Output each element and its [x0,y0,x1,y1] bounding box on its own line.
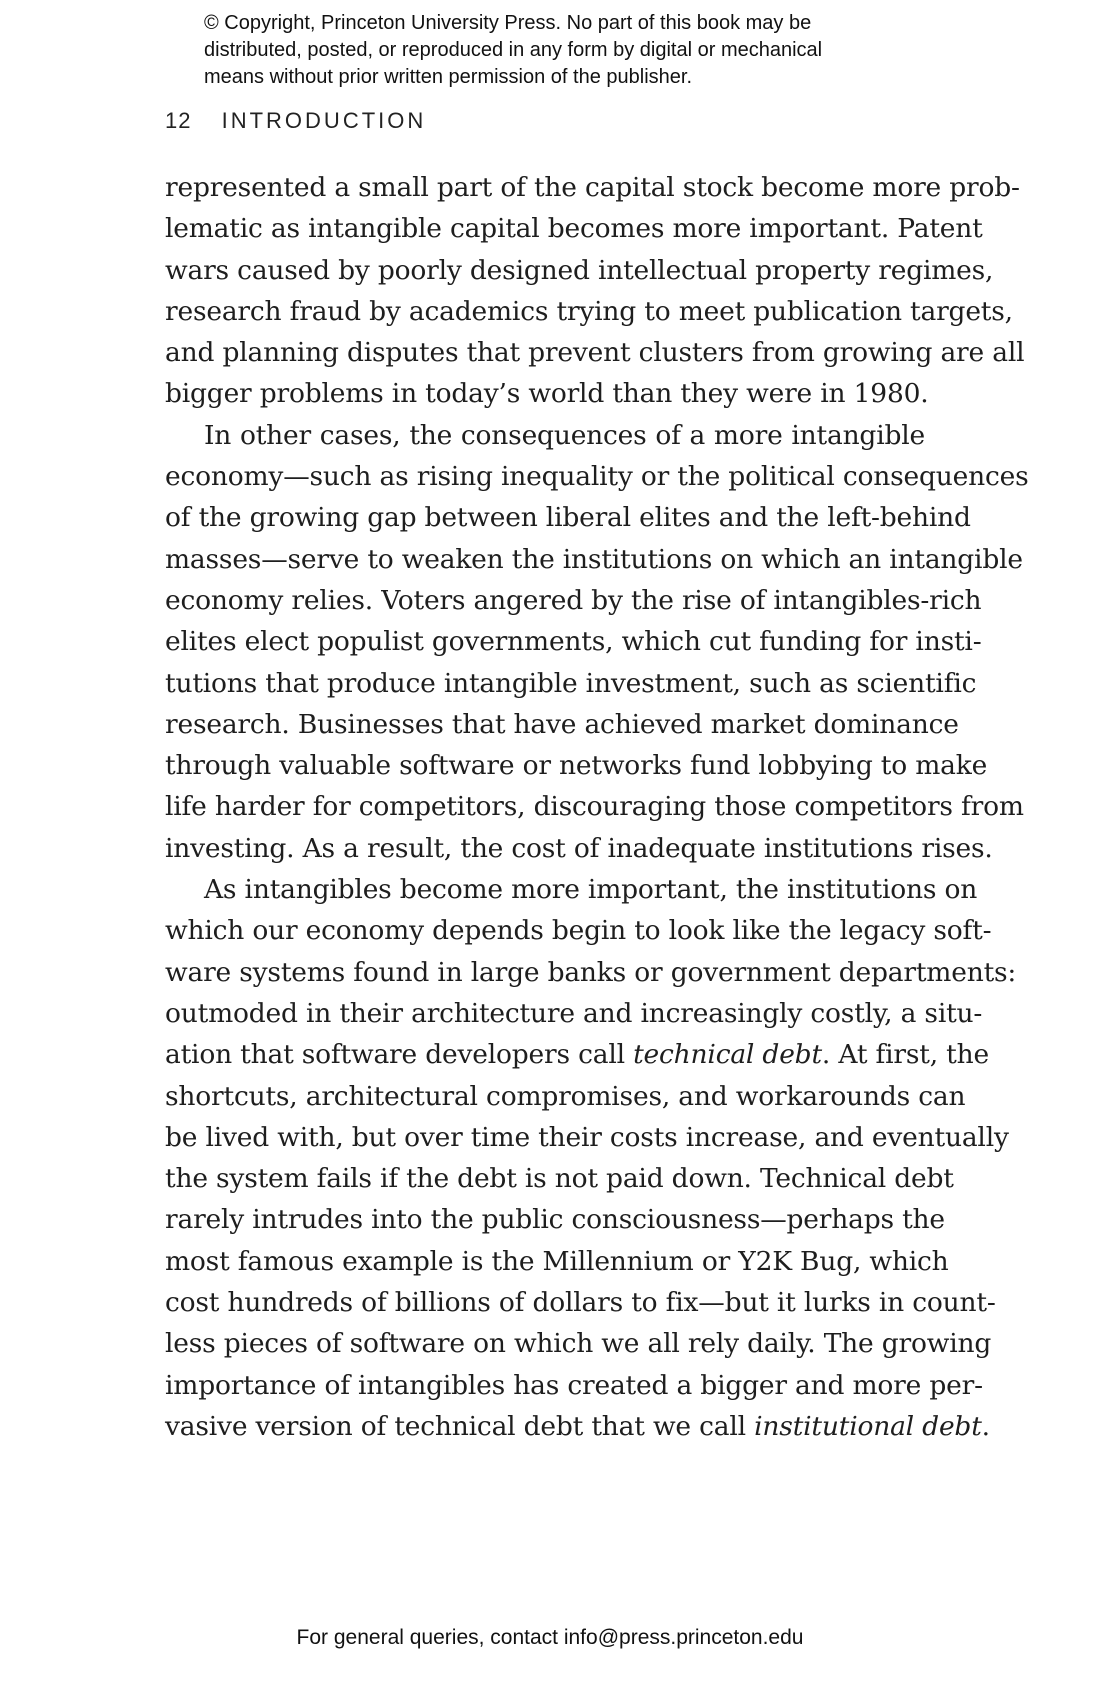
copyright-line: distributed, posted, or reproduced in any form by digital or mechanical [204,39,823,61]
text-line: ation that software developers call technical debt. At first, the [165,1039,989,1071]
text-line: be lived with, but over time their costs increase, and eventually [165,1121,1009,1153]
paragraph [165,167,1025,415]
text-line: bigger problems in today’s world than they were in 1980. [165,378,929,410]
text-line: through valuable software or networks fund lobbying to make [165,750,988,782]
copyright-line: means without prior written permission of the publisher. [204,66,693,88]
text-line: vasive version of technical debt that we call institutional debt. [165,1410,990,1442]
text-line: masses—serve to weaken the institutions on which an intangible [165,543,1023,575]
text-line: most famous example is the Millennium or Y2K Bug, which [165,1245,949,1277]
text-line: lematic as intangible capital becomes more important. Patent [165,213,983,245]
text-line: and planning disputes that prevent clusters from growing are all [165,337,1025,369]
text-line: rarely intrudes into the public consciousness—perhaps the [165,1204,945,1236]
text-line: As intangibles become more important, the institutions on [204,874,978,906]
text-line: less pieces of software on which we all rely daily. The growing [165,1328,992,1360]
text-line: research. Businesses that have achieved market dominance [165,708,959,740]
text-line: of the growing gap between liberal elites and the left-behind [165,502,971,534]
text-line: economy—such as rising inequality or the political consequences [165,461,1029,493]
paragraph [165,869,1017,1447]
italic-term: technical debt [633,1039,822,1071]
italic-term: institutional debt [754,1410,982,1442]
text-line: the system fails if the debt is not paid down. Technical debt [165,1163,954,1195]
text-line: represented a small part of the capital stock become more prob- [165,172,1020,203]
copyright-line: © Copyright, Princeton University Press. No part of this book may be [204,12,812,34]
text-line: ware systems found in large banks or government departments: [165,956,1017,988]
text-line: outmoded in their architecture and increasingly costly, a situ- [165,997,983,1029]
text-line: investing. As a result, the cost of inadequate institutions rises. [165,832,993,864]
text-line: which our economy depends begin to look like the legacy soft- [165,915,992,947]
body-text [165,167,1029,1447]
text-line: economy relies. Voters angered by the rise of intangibles-rich [165,584,982,616]
text-line: elites elect populist governments, which cut funding for insti- [165,626,982,658]
text-line: In other cases, the consequences of a more intangible [204,419,925,451]
running-head [165,108,426,134]
text-line: shortcuts, architectural compromises, and workarounds can [165,1080,966,1112]
text-line: wars caused by poorly designed intellectual property regimes, [165,254,994,286]
text-line: research fraud by academics trying to meet publication targets, [165,295,1013,327]
section-title: INTRODUCTION [221,108,427,133]
copyright-notice [204,10,924,91]
text-line: life harder for competitors, discouraging those competitors from [165,791,1024,823]
text-line: cost hundreds of billions of dollars to fix—but it lurks in count- [165,1287,996,1319]
text-line: tutions that produce intangible investment, such as scientific [165,667,977,699]
footer-contact: For general queries, contact info@press.princeton.edu [296,1626,804,1649]
page-number: 12 [165,108,192,133]
text-line: importance of intangibles has created a bigger and more per- [165,1369,983,1401]
paragraph [165,415,1029,869]
